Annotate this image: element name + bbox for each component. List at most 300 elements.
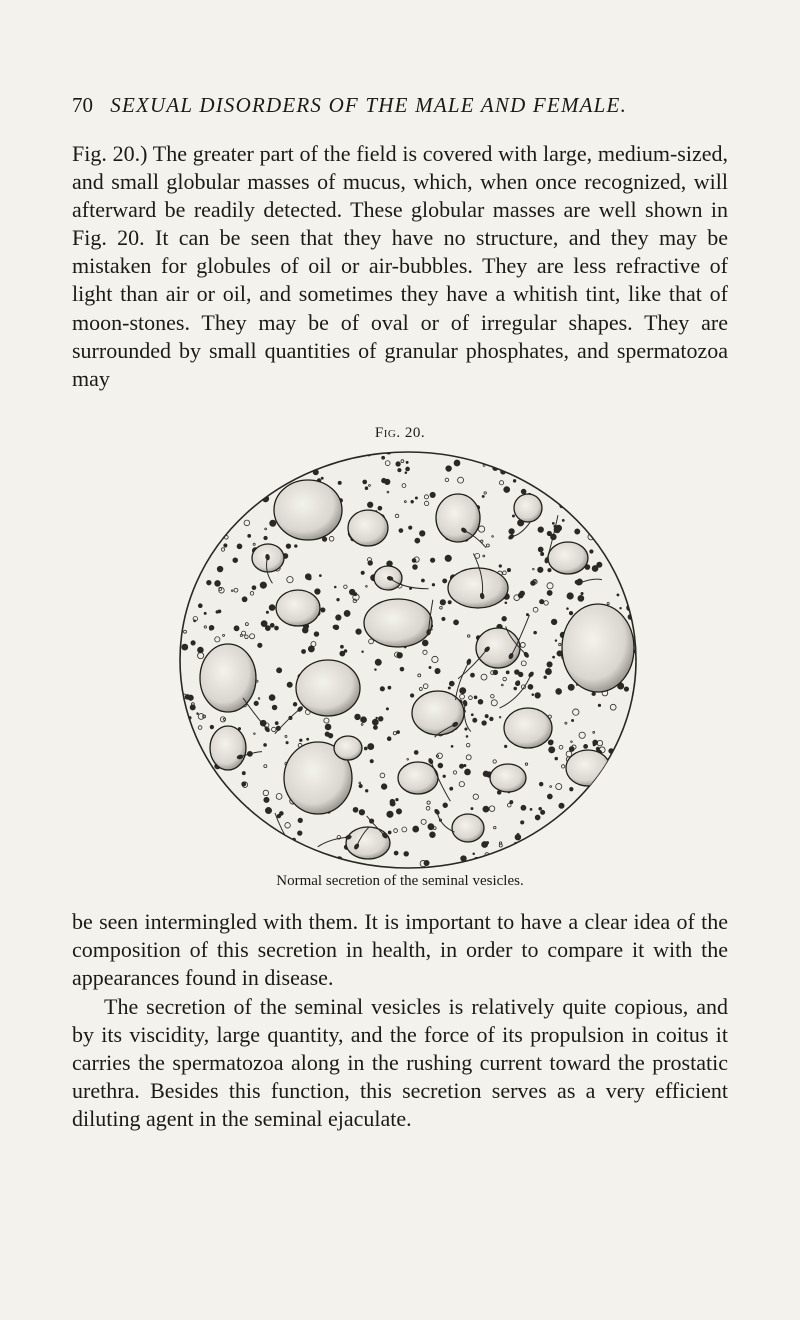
granule: [470, 673, 474, 677]
granule: [544, 676, 547, 679]
granule: [212, 497, 216, 501]
granule: [606, 768, 611, 773]
granule: [603, 470, 606, 473]
granule: [293, 702, 297, 706]
mucus-globule: [364, 599, 432, 647]
granule: [495, 448, 501, 453]
granule: [610, 450, 616, 456]
granule: [255, 826, 257, 828]
granule: [206, 491, 208, 493]
granule: [583, 465, 588, 470]
granule: [563, 486, 569, 492]
granule: [367, 502, 372, 507]
paragraph-2: be seen intermingled with them. It is important to have a clear idea of the composition of this secretion in health, in order to compare it with the appearances found in disease.: [72, 909, 728, 991]
granule: [396, 462, 401, 467]
granule: [621, 755, 623, 757]
granule: [582, 805, 585, 808]
granule: [515, 670, 520, 675]
granule: [176, 545, 180, 549]
granule: [547, 794, 552, 799]
mucus-globule: [348, 510, 388, 546]
granule: [411, 500, 414, 503]
granule: [212, 859, 217, 864]
granule: [214, 816, 217, 819]
granule: [406, 461, 408, 463]
granule: [606, 466, 609, 469]
granule: [618, 840, 624, 846]
granule: [633, 487, 635, 489]
granule: [623, 468, 628, 473]
granule: [578, 595, 584, 601]
granule: [258, 471, 263, 476]
granule: [168, 504, 170, 508]
granule: [222, 498, 225, 501]
granule: [351, 452, 356, 457]
granule: [553, 656, 555, 658]
granule: [563, 856, 565, 858]
granule: [587, 467, 593, 473]
granule: [188, 768, 194, 774]
granule: [588, 820, 591, 823]
granule: [264, 461, 266, 463]
granule: [608, 492, 610, 494]
granule: [286, 544, 291, 549]
granule: [280, 855, 286, 861]
granule: [642, 692, 646, 696]
granule: [210, 725, 214, 729]
mucus-globule: [490, 764, 526, 792]
granule: [176, 590, 180, 594]
granule: [250, 459, 253, 462]
granule: [365, 487, 368, 490]
granule: [454, 620, 459, 625]
mucus-globule: [514, 494, 542, 522]
granule: [198, 647, 204, 653]
granule: [272, 705, 277, 710]
granule: [300, 739, 302, 741]
granule: [610, 518, 615, 523]
granule: [538, 448, 544, 452]
granule: [260, 450, 262, 452]
granule: [174, 694, 176, 696]
granule: [559, 803, 564, 808]
granule: [626, 739, 631, 744]
granule: [181, 709, 184, 712]
granule: [448, 687, 450, 689]
granule: [514, 845, 520, 851]
granule: [524, 470, 526, 472]
granule: [184, 739, 190, 745]
granule: [387, 737, 391, 741]
granule: [218, 466, 221, 469]
granule: [478, 699, 483, 704]
granule: [607, 448, 612, 451]
granule: [540, 600, 544, 604]
granule: [506, 853, 509, 856]
granule: [176, 765, 182, 771]
spermatozoon-tail: [177, 843, 206, 852]
granule: [187, 549, 190, 552]
granule: [513, 480, 516, 483]
granule: [450, 448, 453, 451]
granule: [538, 527, 543, 532]
granule: [168, 818, 171, 821]
granule: [499, 854, 501, 856]
granule: [269, 605, 275, 611]
granule: [168, 852, 170, 855]
granule: [620, 607, 622, 609]
granule: [387, 811, 393, 817]
granule: [234, 827, 237, 830]
granule: [206, 495, 208, 497]
granule: [168, 677, 169, 679]
granule: [414, 751, 418, 755]
granule: [538, 567, 543, 572]
granule: [376, 717, 378, 719]
granule: [355, 714, 361, 720]
granule: [428, 824, 434, 830]
granule: [549, 740, 553, 744]
granule: [588, 508, 592, 512]
granule: [188, 560, 193, 565]
granule: [483, 771, 488, 776]
granule: [378, 506, 382, 510]
granule: [618, 831, 623, 836]
granule: [183, 813, 189, 819]
granule: [593, 744, 595, 746]
granule: [465, 769, 471, 775]
granule: [269, 695, 275, 701]
granule: [189, 779, 192, 782]
granule: [575, 529, 580, 534]
granule: [622, 806, 624, 808]
spermatozoon-head: [287, 840, 294, 848]
granule: [581, 592, 583, 594]
granule: [405, 472, 407, 474]
granule: [512, 515, 514, 517]
granule: [485, 715, 488, 718]
granule: [193, 467, 195, 469]
granule: [614, 449, 616, 451]
granule: [546, 858, 548, 860]
granule: [584, 744, 588, 748]
granule: [641, 556, 647, 562]
granule: [219, 515, 221, 517]
granule: [539, 807, 542, 810]
granule: [321, 477, 323, 479]
granule: [521, 805, 526, 810]
granule: [521, 489, 526, 494]
running-title: SEXUAL DISORDERS OF THE MALE AND FEMALE.: [110, 93, 628, 117]
granule: [625, 472, 627, 474]
granule: [321, 608, 325, 612]
granule: [459, 867, 465, 873]
granule: [270, 623, 274, 627]
granule: [354, 593, 357, 596]
granule: [623, 505, 626, 508]
granule: [227, 470, 229, 472]
granule: [548, 569, 551, 572]
granule: [612, 768, 616, 772]
granule: [357, 868, 360, 871]
granule: [466, 736, 468, 738]
granule: [224, 837, 229, 842]
granule: [308, 448, 311, 450]
granule: [368, 561, 373, 566]
granule: [325, 724, 331, 730]
granule: [633, 586, 638, 591]
granule: [206, 785, 209, 788]
granule: [409, 526, 412, 529]
mucus-globule: [274, 480, 342, 540]
granule: [490, 717, 494, 721]
granule: [236, 845, 240, 849]
granule: [644, 542, 648, 547]
granule: [224, 544, 227, 547]
granule: [581, 508, 586, 513]
granule: [567, 608, 569, 610]
granule: [375, 669, 377, 671]
granule: [362, 651, 364, 653]
mucus-globule: [210, 726, 246, 770]
granule: [359, 784, 362, 787]
paragraph-3: The secretion of the seminal vesicles is relatively quite copious, and by its viscidity, large quantity, and the force of its propulsion in coitus it carries the spermatozoa along in the rushing current toward the prostatic urethra. Besides this function, this secretion serves as a very efficient diluting agent in the seminal ejaculate.: [72, 994, 728, 1132]
granule: [473, 718, 477, 722]
granule: [298, 832, 301, 835]
granule: [449, 681, 454, 686]
granule: [185, 480, 190, 485]
granule: [315, 589, 320, 594]
granule: [279, 812, 283, 816]
granule: [504, 487, 510, 493]
granule: [353, 807, 358, 812]
granule: [334, 625, 339, 630]
granule: [486, 842, 488, 844]
granule: [547, 590, 552, 595]
granule: [625, 479, 627, 481]
granule: [385, 479, 390, 484]
granule: [221, 522, 224, 525]
granule: [605, 543, 607, 545]
granule: [394, 851, 398, 855]
granule: [295, 545, 298, 548]
granule: [636, 658, 639, 661]
granule: [231, 498, 235, 502]
granule: [520, 591, 525, 596]
granule: [264, 797, 269, 802]
granule: [189, 828, 194, 833]
granule: [430, 832, 436, 838]
granule: [609, 860, 612, 863]
granule: [286, 742, 288, 744]
granule: [588, 497, 591, 500]
mucus-globule: [448, 568, 508, 608]
granule: [171, 542, 173, 544]
granule: [291, 459, 295, 463]
granule: [506, 671, 509, 674]
granule: [204, 612, 206, 614]
granule: [375, 659, 381, 665]
granule: [602, 860, 605, 863]
granule: [502, 616, 507, 621]
granule: [432, 584, 434, 586]
granule: [534, 631, 537, 634]
granule: [564, 828, 567, 831]
granule: [443, 579, 447, 583]
granule: [642, 821, 644, 823]
granule: [314, 632, 319, 637]
granule: [295, 861, 301, 867]
granule: [340, 651, 345, 656]
granule: [207, 580, 212, 585]
granule: [368, 743, 374, 749]
granule: [189, 796, 193, 800]
granule: [527, 458, 530, 461]
granule: [594, 838, 597, 841]
granule: [629, 865, 632, 868]
granule: [610, 529, 616, 535]
granule: [227, 849, 232, 854]
granule: [261, 621, 267, 627]
granule: [359, 809, 364, 814]
granule: [197, 713, 199, 715]
granule: [617, 751, 619, 753]
granule: [172, 594, 174, 596]
granule: [420, 531, 425, 536]
granule: [597, 562, 602, 567]
granule: [538, 859, 543, 864]
mucus-globule: [346, 827, 390, 859]
granule: [438, 763, 443, 768]
granule: [590, 550, 593, 553]
granule: [336, 615, 341, 620]
paragraph-1: Fig. 20.) The greater part of the field is covered with large, medium-sized, and small globular masses of mucus, which, when once recognized, will afterward be readily detected. These globular masses are well shown in Fig. 20. It can be seen that they have no structure, and they may be mistaken for globules of oil or air-bubbles. They are less refractive of light than air or oil, and sometimes they have a whitish tint, like that of moon-stones. They may be of oval or of irregular shapes. They are surrounded by small quantities of granular phosphates, and spermatozoa may: [72, 141, 728, 391]
mucus-globule: [334, 736, 362, 760]
granule: [514, 687, 517, 690]
granule: [483, 806, 489, 812]
granule: [265, 807, 271, 813]
granule: [181, 817, 183, 819]
granule: [218, 610, 221, 613]
granule: [429, 666, 431, 668]
figure-label: Fig. 20.: [374, 425, 426, 441]
granule: [206, 817, 209, 820]
granule: [640, 601, 642, 603]
granule: [450, 787, 453, 790]
granule: [264, 536, 267, 539]
granule: [295, 464, 301, 470]
granule: [626, 456, 631, 461]
granule: [515, 681, 519, 685]
granule: [361, 717, 367, 723]
granule: [179, 473, 184, 478]
granule: [266, 611, 268, 613]
figure-caption: Normal secretion of the seminal vesicles.: [276, 873, 524, 889]
granule: [446, 466, 452, 472]
granule: [198, 819, 204, 825]
granule: [535, 693, 540, 698]
granule: [507, 568, 510, 571]
granule: [640, 801, 642, 803]
granule: [372, 719, 378, 725]
granule: [522, 460, 524, 462]
granule: [482, 721, 487, 726]
granule: [539, 782, 543, 786]
granule: [474, 696, 477, 699]
granule: [443, 803, 448, 808]
granule: [307, 738, 309, 740]
granule: [610, 454, 616, 460]
granule: [195, 772, 201, 778]
granule: [191, 791, 194, 794]
granule: [635, 611, 639, 615]
granule: [185, 695, 190, 700]
granule: [182, 644, 188, 650]
granule: [552, 522, 554, 524]
granule: [499, 565, 501, 567]
granule: [226, 479, 232, 485]
granule: [361, 571, 364, 574]
granule: [254, 701, 258, 705]
granule: [538, 547, 543, 552]
granule: [382, 456, 385, 459]
granule: [178, 463, 182, 467]
granule: [636, 817, 642, 823]
mucus-globule: [548, 542, 588, 574]
granule: [466, 452, 471, 457]
granule: [308, 646, 314, 652]
granule: [541, 810, 545, 814]
granule: [592, 693, 594, 695]
granule: [638, 594, 640, 596]
granule: [373, 725, 377, 729]
granule: [567, 593, 573, 599]
granule: [421, 579, 424, 582]
granule: [252, 586, 256, 590]
granule: [305, 574, 311, 580]
granule: [570, 787, 574, 791]
granule: [275, 626, 279, 630]
granule: [364, 747, 367, 750]
granule: [642, 536, 647, 541]
granule: [261, 459, 265, 463]
granule: [555, 640, 557, 642]
granule: [199, 534, 203, 538]
granule: [365, 790, 368, 793]
granule: [396, 809, 401, 814]
granule: [211, 515, 213, 517]
granule: [260, 582, 266, 588]
granule: [209, 474, 215, 480]
granule: [176, 701, 180, 705]
granule: [205, 774, 209, 778]
granule: [462, 451, 468, 457]
granule: [460, 688, 466, 694]
granule: [638, 656, 641, 659]
granule: [305, 859, 308, 862]
granule: [388, 686, 391, 689]
granule: [560, 848, 566, 854]
granule: [233, 558, 238, 563]
granule: [430, 558, 434, 562]
granule: [545, 669, 551, 675]
granule: [521, 821, 524, 824]
granule: [624, 464, 626, 466]
granule: [242, 597, 247, 602]
granule: [440, 600, 445, 605]
granule: [196, 473, 202, 479]
mucus-globule: [504, 708, 552, 748]
